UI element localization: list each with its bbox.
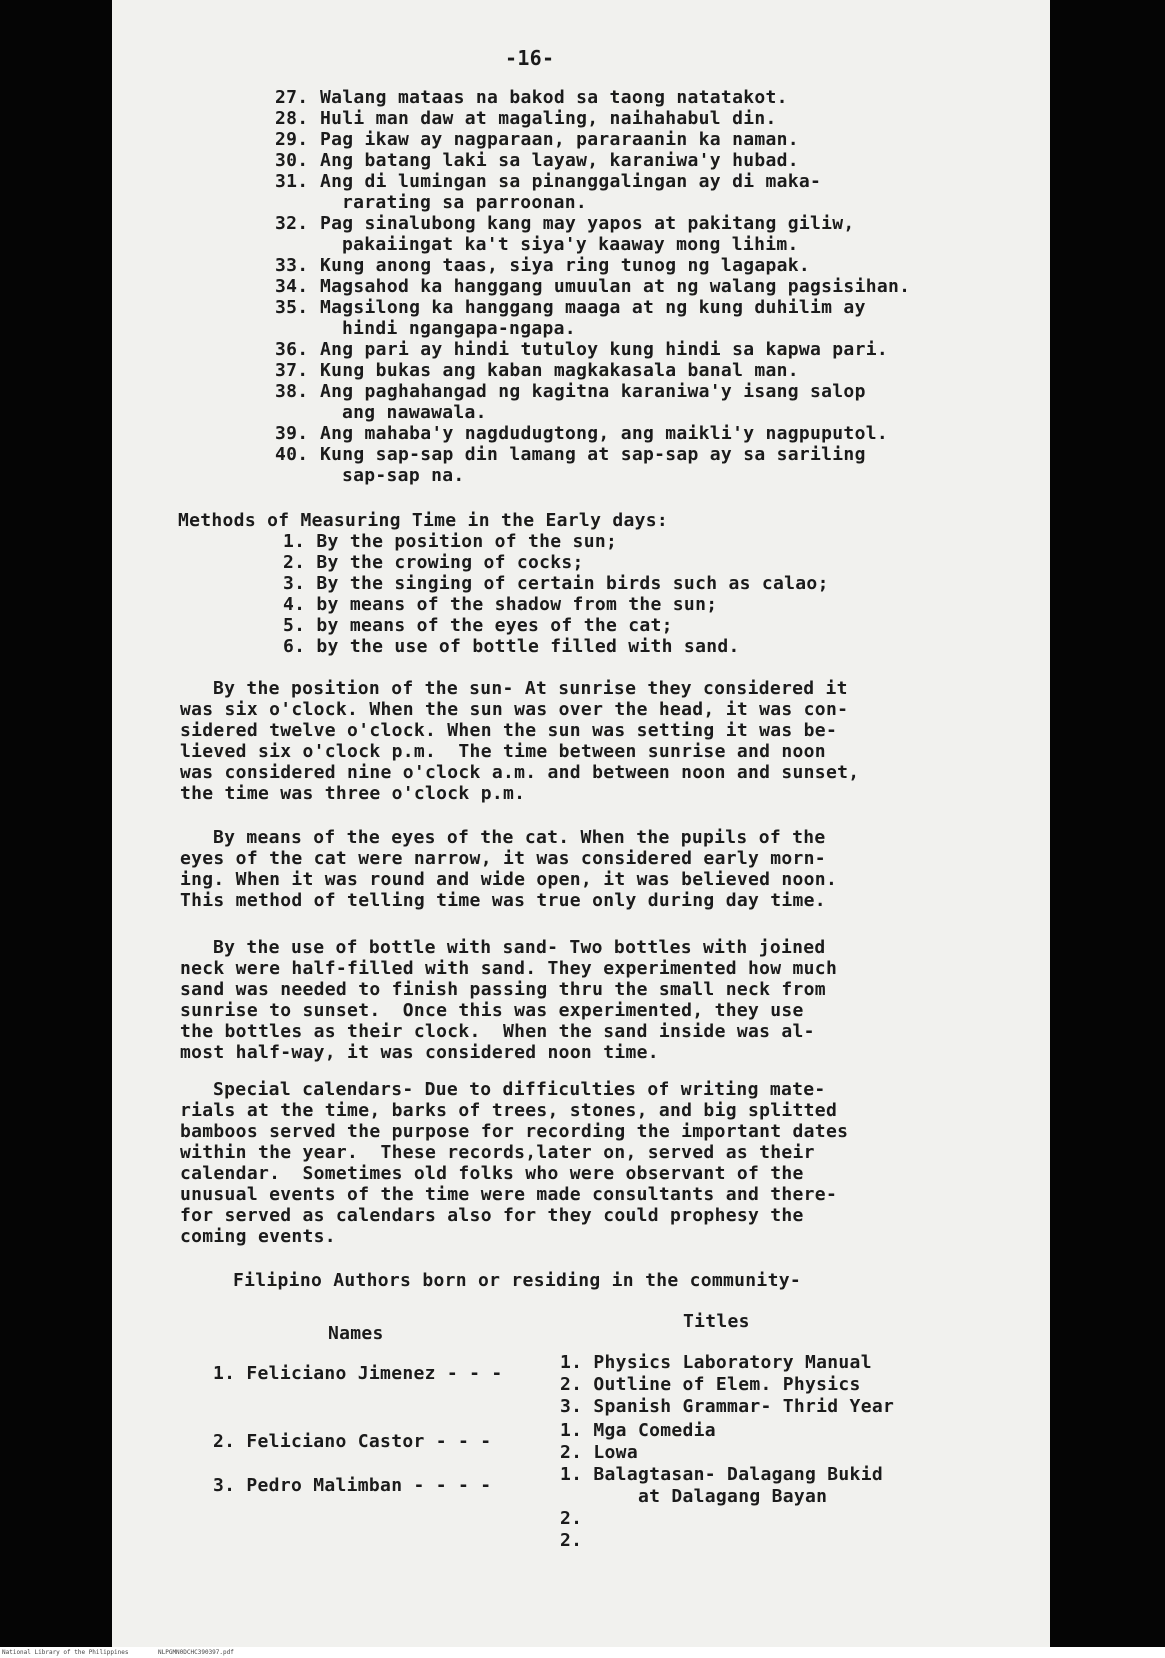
- paragraph-special-calendars-line: bamboos served the purpose for recording the important dates: [180, 1121, 849, 1142]
- author-name: 2. Feliciano Castor - - -: [213, 1431, 492, 1452]
- paragraph-bottle-with-sand-line: sand was needed to finish passing thru the small neck from: [180, 979, 826, 1000]
- author-title: 3. Spanish Grammar- Thrid Year: [560, 1396, 895, 1417]
- paragraph-special-calendars-line: for served as calendars also for they could prophesy the: [180, 1205, 804, 1226]
- paragraph-eyes-of-cat-line: ing. When it was round and wide open, it was believed noon.: [180, 869, 838, 890]
- proverb-line: hindi ngangapa-ngapa.: [342, 318, 576, 339]
- method-item: 6. by the use of bottle filled with sand.: [283, 636, 740, 657]
- paragraph-special-calendars-line: unusual events of the time were made consultants and there-: [180, 1184, 838, 1205]
- paragraph-position-of-sun-line: lieved six o'clock p.m. The time between sunrise and noon: [180, 741, 826, 762]
- paragraph-bottle-with-sand-line: most half-way, it was considered noon time.: [180, 1042, 659, 1063]
- paragraph-bottle-with-sand-line: neck were half-filled with sand. They experimented how much: [180, 958, 838, 979]
- proverb-number: 33.: [275, 255, 309, 276]
- scan-footer: [0, 1647, 1165, 1658]
- proverb-line: Huli man daw at magaling, naihahabul din.: [320, 108, 777, 129]
- proverb-line: Kung anong taas, siya ring tunog ng lagapak.: [320, 255, 811, 276]
- paragraph-position-of-sun-line: was six o'clock. When the sun was over the head, it was con-: [180, 699, 849, 720]
- author-title: 2. Lowa: [560, 1442, 638, 1463]
- paragraph-position-of-sun-line: By the position of the sun- At sunrise they considered it: [213, 678, 848, 699]
- page-number: -16-: [505, 46, 555, 70]
- proverb-number: 40.: [275, 444, 309, 465]
- proverb-number: 39.: [275, 423, 309, 444]
- proverb-number: 29.: [275, 129, 309, 150]
- paragraph-special-calendars-line: coming events.: [180, 1226, 336, 1247]
- proverb-number: 30.: [275, 150, 309, 171]
- paragraph-position-of-sun-line: was considered nine o'clock a.m. and between noon and sunset,: [180, 762, 860, 783]
- method-item: 2. By the crowing of cocks;: [283, 552, 584, 573]
- paragraph-bottle-with-sand-line: By the use of bottle with sand- Two bottles with joined: [213, 937, 826, 958]
- paragraph-position-of-sun-line: the time was three o'clock p.m.: [180, 783, 526, 804]
- proverb-number: 28.: [275, 108, 309, 129]
- method-item: 5. by means of the eyes of the cat;: [283, 615, 673, 636]
- proverb-line: Magsahod ka hanggang umuulan at ng walang pagsisihan.: [320, 276, 911, 297]
- proverb-line: ang nawawala.: [342, 402, 487, 423]
- author-title: 2. Outline of Elem. Physics: [560, 1374, 861, 1395]
- author-title: 1. Balagtasan- Dalagang Bukid: [560, 1464, 883, 1485]
- proverb-line: Kung bukas ang kaban magkakasala banal man.: [320, 360, 799, 381]
- paragraph-special-calendars-line: within the year. These records,later on, served as their: [180, 1142, 815, 1163]
- paragraph-special-calendars-line: calendar. Sometimes old folks who were observant of the: [180, 1163, 804, 1184]
- paragraph-eyes-of-cat-line: eyes of the cat were narrow, it was considered early morn-: [180, 848, 826, 869]
- proverb-number: 35.: [275, 297, 309, 318]
- paragraph-eyes-of-cat-line: By means of the eyes of the cat. When the pupils of the: [213, 827, 826, 848]
- proverb-line: sap-sap na.: [342, 465, 465, 486]
- proverb-number: 27.: [275, 87, 309, 108]
- author-title: 1. Physics Laboratory Manual: [560, 1352, 872, 1373]
- column-names-heading: Names: [328, 1323, 384, 1344]
- author-title: 2.: [560, 1530, 583, 1551]
- method-item: 4. by means of the shadow from the sun;: [283, 594, 718, 615]
- proverb-number: 38.: [275, 381, 309, 402]
- scan-border-left: [0, 0, 112, 1647]
- footer-file: NLPGMN0DCHC390397.pdf: [158, 1649, 234, 1656]
- author-title: 1. Mga Comedia: [560, 1420, 716, 1441]
- proverb-line: rarating sa parroonan.: [342, 192, 588, 213]
- proverb-number: 31.: [275, 171, 309, 192]
- proverb-line: Pag sinalubong kang may yapos at pakitang giliw,: [320, 213, 855, 234]
- scan-border-right: [1050, 0, 1165, 1647]
- author-name: 3. Pedro Malimban - - - -: [213, 1475, 492, 1496]
- proverb-line: Ang mahaba'y nagdudugtong, ang maikli'y nagpuputol.: [320, 423, 888, 444]
- paragraph-special-calendars-line: Special calendars- Due to difficulties of writing mate-: [213, 1079, 826, 1100]
- proverb-line: Ang pari ay hindi tutuloy kung hindi sa kapwa pari.: [320, 339, 888, 360]
- paragraph-bottle-with-sand-line: the bottles as their clock. When the sand inside was al-: [180, 1021, 815, 1042]
- proverb-line: Pag ikaw ay nagparaan, pararaanin ka naman.: [320, 129, 799, 150]
- author-title: at Dalagang Bayan: [560, 1486, 828, 1507]
- author-name: 1. Feliciano Jimenez - - -: [213, 1363, 503, 1384]
- paragraph-special-calendars-line: rials at the time, barks of trees, stones, and big splitted: [180, 1100, 838, 1121]
- proverb-line: Walang mataas na bakod sa taong natatakot.: [320, 87, 788, 108]
- proverb-line: pakaiingat ka't siya'y kaaway mong lihim.: [342, 234, 799, 255]
- paragraph-bottle-with-sand-line: sunrise to sunset. Once this was experimented, they use: [180, 1000, 804, 1021]
- column-titles-heading: Titles: [683, 1311, 750, 1332]
- method-item: 1. By the position of the sun;: [283, 531, 618, 552]
- proverb-number: 34.: [275, 276, 309, 297]
- paragraph-position-of-sun-line: sidered twelve o'clock. When the sun was setting it was be-: [180, 720, 838, 741]
- proverb-number: 32.: [275, 213, 309, 234]
- proverb-line: Magsilong ka hanggang maaga at ng kung duhilim ay: [320, 297, 866, 318]
- methods-heading: Methods of Measuring Time in the Early days:: [178, 510, 669, 531]
- proverb-line: Ang paghahangad ng kagitna karaniwa'y isang salop: [320, 381, 866, 402]
- method-item: 3. By the singing of certain birds such as calao;: [283, 573, 829, 594]
- proverb-line: Ang di lumingan sa pinanggalingan ay di maka-: [320, 171, 822, 192]
- paragraph-eyes-of-cat-line: This method of telling time was true only during day time.: [180, 890, 826, 911]
- proverb-number: 36.: [275, 339, 309, 360]
- proverb-number: 37.: [275, 360, 309, 381]
- footer-library: National Library of the Philippines: [2, 1649, 129, 1656]
- proverb-line: Kung sap-sap din lamang at sap-sap ay sa sariling: [320, 444, 866, 465]
- authors-heading: Filipino Authors born or residing in the community-: [233, 1270, 801, 1291]
- proverb-line: Ang batang laki sa layaw, karaniwa'y hubad.: [320, 150, 799, 171]
- author-title: 2.: [560, 1508, 583, 1529]
